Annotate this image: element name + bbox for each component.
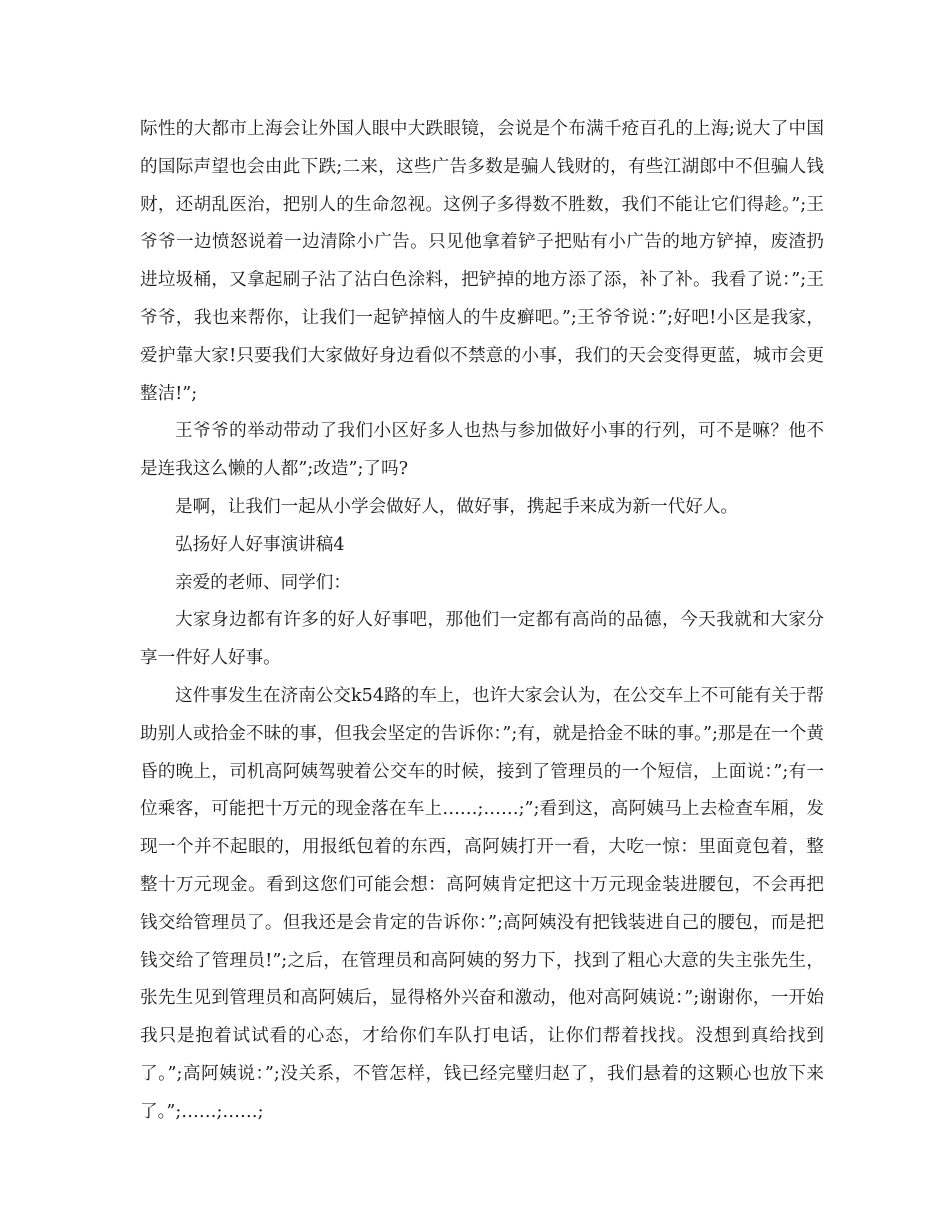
salutation: 亲爱的老师、同学们： <box>175 572 351 593</box>
section-heading: 弘扬好人好事演讲稿4 <box>175 534 345 555</box>
paragraph: 王爷爷的举动带动了我们小区好多人也热与参加做好小事的行列，可不是嘛？他不是连我这么懒的人都”;改造”;了吗? <box>140 421 824 480</box>
paragraph-continued: 际性的大都市上海会让外国人眼中大跌眼镜，会说是个布满千疮百孔的上海;说大了中国的国际声望也会由此下跌;二来，这些广告多数是骗人钱财的，有些江湖郎中不但骗人钱财，还胡乱医治，把别人的生命忽视。这例子多得数不胜数，我们不能让它们得趁。”;王爷爷一边愤怒说着一边清除小广告。只见他拿着铲子把贴有小广告的地方铲掉，废渣扔进垃圾桶，又拿起刷子沾了沾白色涂料，把铲掉的地方添了添，补了补。我看了说：”;王爷爷，我也来帮你，让我们一起铲掉恼人的牛皮癣吧。”;王爷爷说：”;好吧!小区是我家，爱护靠大家!只要我们大家做好身边看似不禁意的小事，我们的天会变得更蓝，城市会更整洁!”; <box>140 119 824 404</box>
paragraph: 这件事发生在济南公交k54路的车上，也许大家会认为，在公交车上不可能有关于帮助别人或拾金不昧的事，但我会坚定的告诉你：”;有，就是拾金不昧的事。”;那是在一个黄昏的晚上，司机高阿姨驾驶着公交车的时候，接到了管理员的一个短信，上面说：”;有一位乘客，可能把十万元的现金落在车上……;……;”;看到这，高阿姨马上去检查车厢，发现一个并不起眼的，用报纸包着的东西，高阿姨打开一看，大吃一惊：里面竟包着，整整十万元现金。看到这您们可能会想：高阿姨肯定把这十万元现金装进腰包，不会再把钱交给管理员了。但我还是会肯定的告诉你：”;高阿姨没有把钱装进自己的腰包，而是把钱交给了管理员!”;之后，在管理员和高阿姨的努力下，找到了粗心大意的失主张先生，张先生见到管理员和高阿姨后，显得格外兴奋和激动，他对高阿姨说：”;谢谢你，一开始我只是抱着试试看的心态，才给你们车队打电话，让你们帮着找找。没想到真给找到了。”;高阿姨说：”;没关系，不管怎样，钱已经完璧归赵了，我们悬着的这颗心也放下来了。”;……;……; <box>140 685 824 1122</box>
paragraph: 是啊，让我们一起从小学会做好人，做好事，携起手来成为新一代好人。 <box>175 496 739 517</box>
document-body <box>140 111 824 1132</box>
paragraph: 大家身边都有许多的好人好事吧，那他们一定都有高尚的品德，今天我就和大家分享一件好人好事。 <box>140 610 824 669</box>
